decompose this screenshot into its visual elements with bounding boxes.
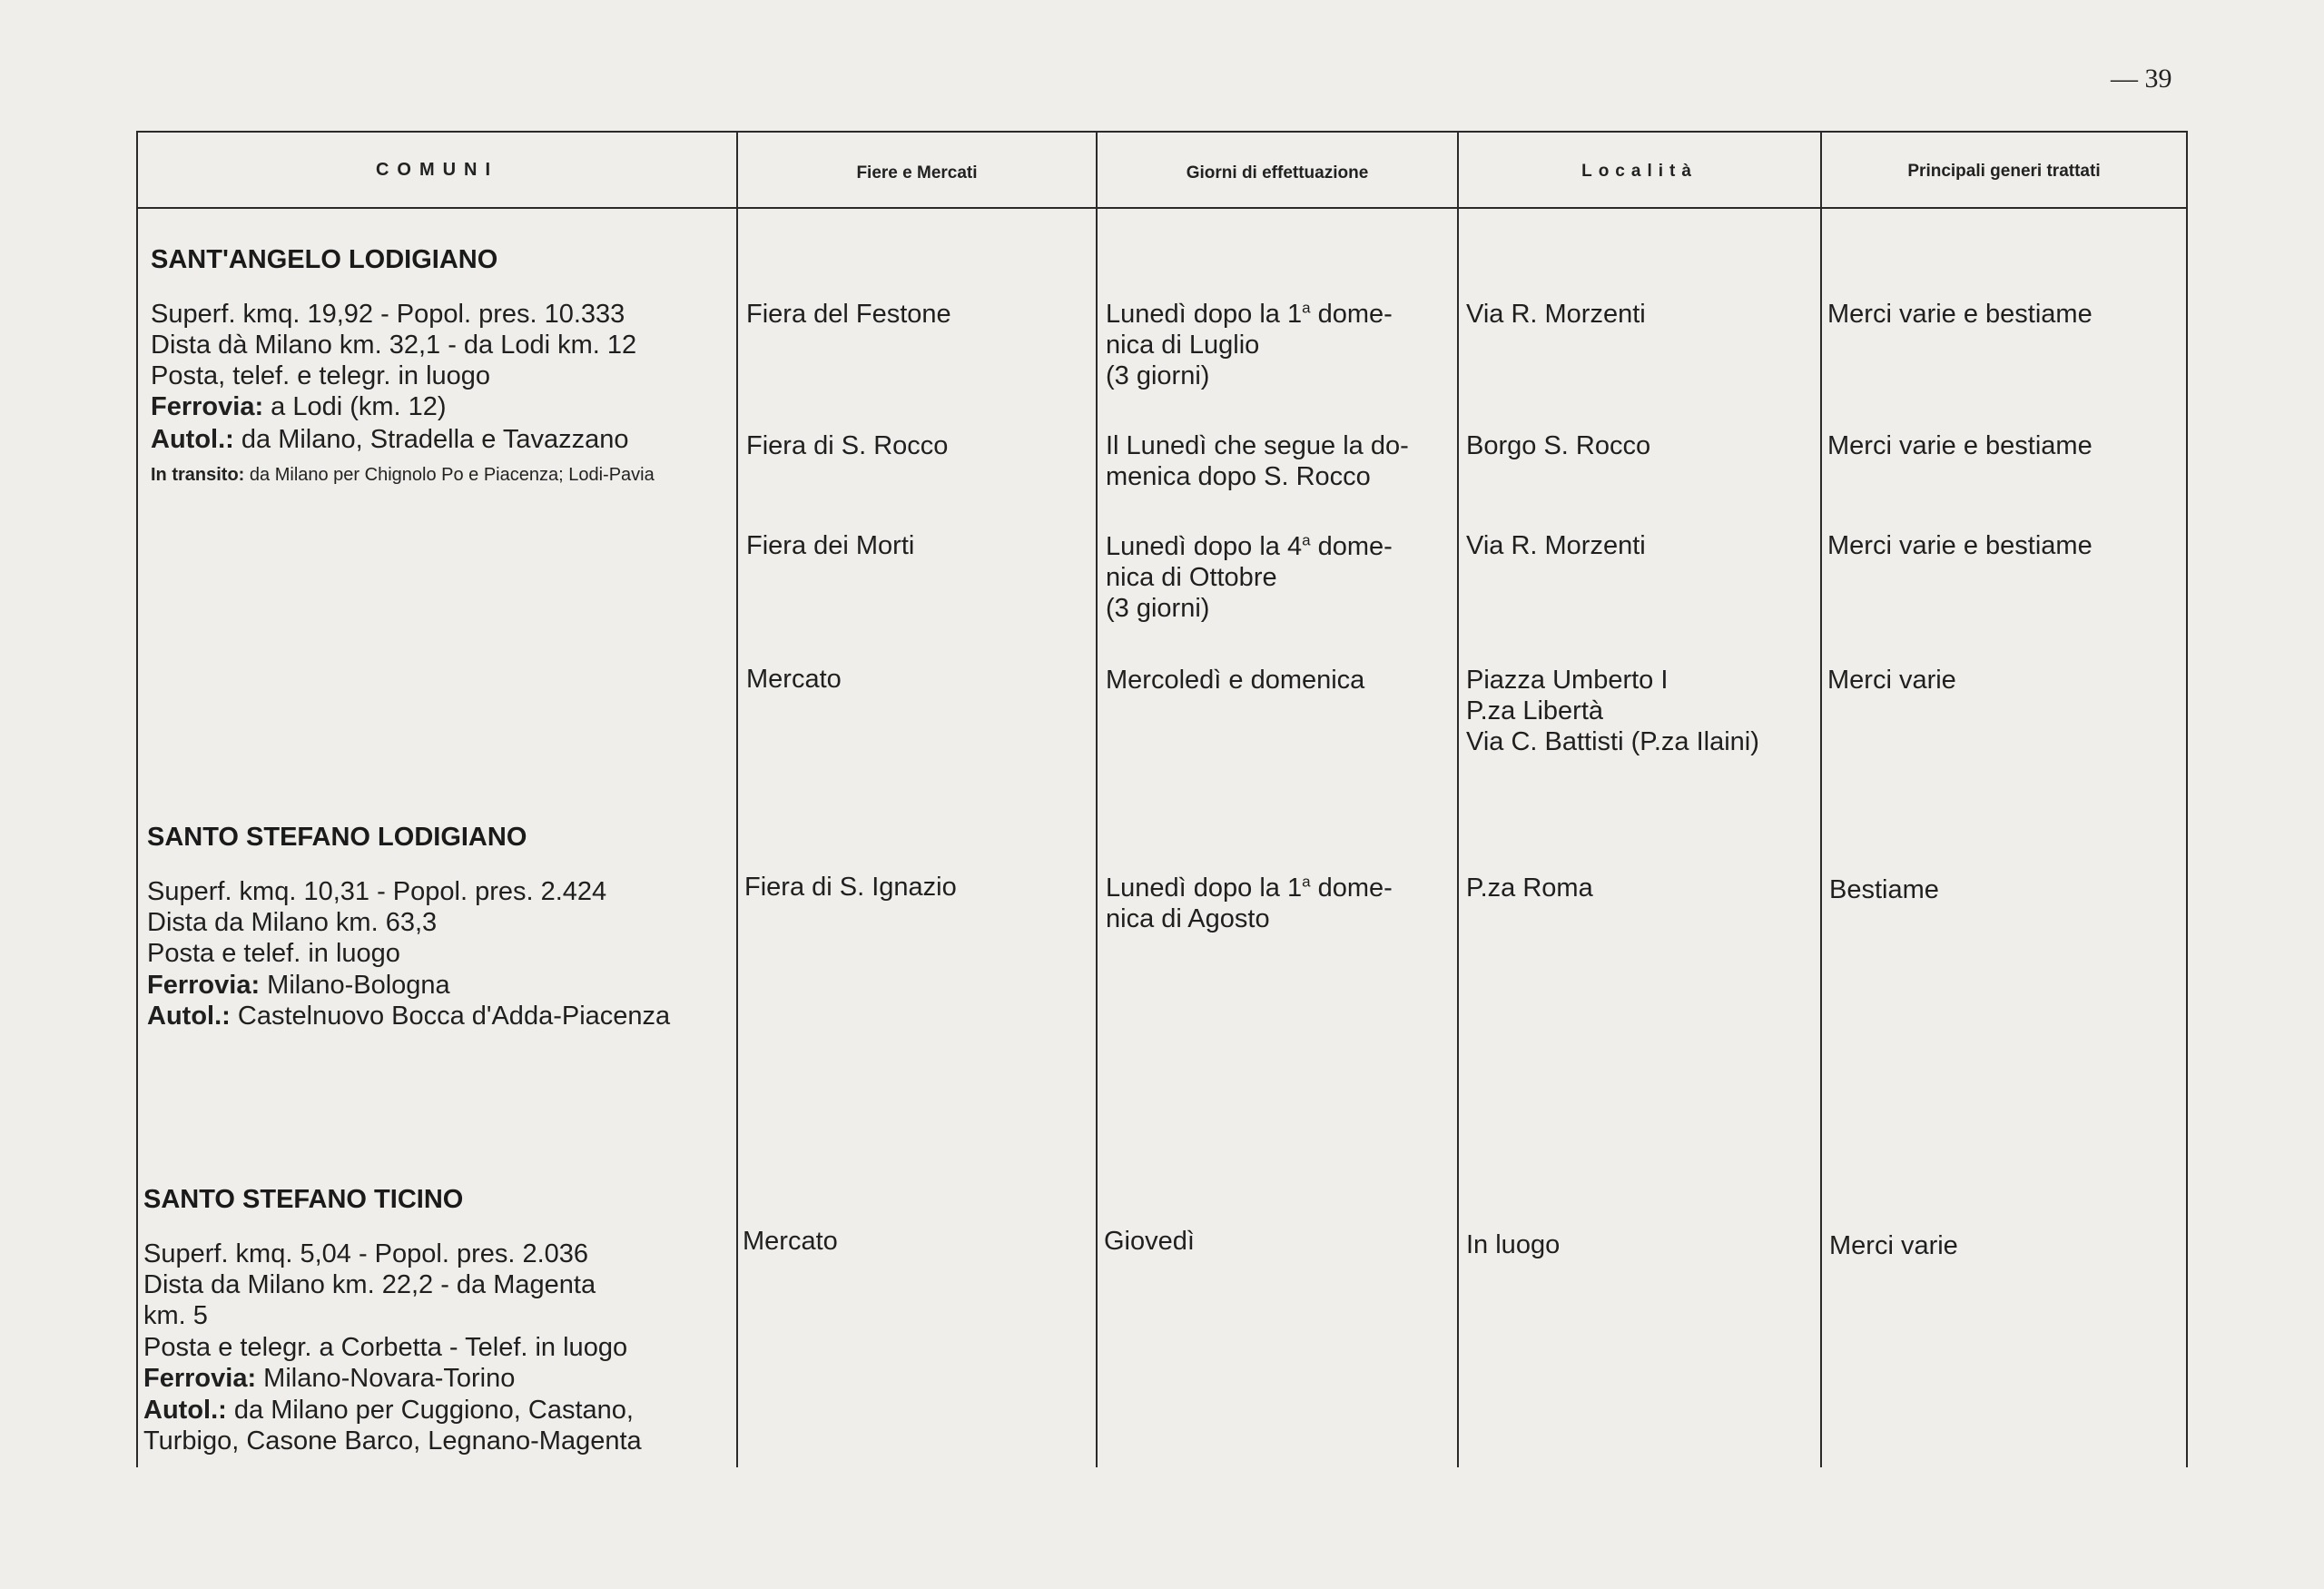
giorni-line: nica di Ottobre (1106, 563, 1277, 592)
genere-text: Merci varie (1827, 666, 1956, 695)
giorni-line: Il Lunedì che segue la do- (1106, 431, 1409, 460)
genere-text: Merci varie e bestiame (1827, 300, 2093, 329)
localita-line: Via R. Morzenti (1466, 531, 1646, 560)
comune-autol (143, 1395, 634, 1426)
ferrovia-label: Ferrovia: (143, 1364, 257, 1393)
header-localita: Località (1581, 162, 1698, 181)
comune-autol (147, 1001, 670, 1031)
fiera-name: Fiera di S. Rocco (746, 431, 949, 460)
column-rule-2 (1096, 133, 1098, 1467)
genere-text: Bestiame (1829, 875, 1939, 904)
ordinal-superscript: a (1302, 299, 1311, 317)
fiera-name: Fiera di S. Ignazio (744, 873, 957, 902)
comune-info-line: Superf. kmq. 5,04 - Popol. pres. 2.036 (143, 1239, 589, 1268)
autol-label: Autol.: (143, 1396, 227, 1425)
localita-line: Borgo S. Rocco (1466, 431, 1651, 460)
comune-info-line: Posta e telegr. a Corbetta - Telef. in luogo (143, 1333, 628, 1362)
giorni-line (1106, 531, 1393, 562)
comune-name: SANTO STEFANO LODIGIANO (147, 823, 527, 852)
comune-autol-continued: Turbigo, Casone Barco, Legnano-Magenta (143, 1426, 642, 1456)
giorni-text: dome- (1310, 873, 1393, 903)
autol-label: Autol.: (147, 1002, 231, 1031)
comune-info-line: Posta, telef. e telegr. in luogo (151, 361, 491, 390)
autol-value: da Milano per Cuggiono, Castano, (233, 1396, 634, 1425)
autol-label: Autol.: (151, 425, 234, 454)
comune-info-line: Superf. kmq. 19,92 - Popol. pres. 10.333 (151, 300, 625, 329)
giorni-line: (3 giorni) (1106, 361, 1210, 390)
comune-ferrovia (143, 1363, 515, 1394)
comune-info-line: Dista da Milano km. 22,2 - da Magenta (143, 1270, 596, 1299)
giorni-line: Mercoledì e domenica (1106, 666, 1365, 695)
genere-text: Merci varie e bestiame (1827, 431, 2093, 460)
giorni-line: nica di Agosto (1106, 904, 1270, 933)
comune-autol (151, 424, 629, 455)
table-left-rule (136, 133, 138, 1467)
column-rule-4 (1820, 133, 1822, 1467)
comune-name: SANT'ANGELO LODIGIANO (151, 245, 498, 274)
giorni-text: Lunedì dopo la 1 (1106, 300, 1303, 329)
transito-label: In transito: (151, 465, 245, 485)
localita-line: Via C. Battisti (P.za Ilaini) (1466, 727, 1759, 756)
table-right-rule (2186, 133, 2188, 1467)
ordinal-superscript: a (1302, 873, 1311, 891)
comune-transito (151, 463, 723, 488)
autol-value: da Milano, Stradella e Tavazzano (241, 425, 629, 454)
giorni-text: dome- (1310, 300, 1393, 329)
ferrovia-value: Milano-Bologna (267, 971, 450, 1000)
localita-line: P.za Libertà (1466, 696, 1604, 725)
fiera-name: Mercato (743, 1227, 838, 1256)
comune-name: SANTO STEFANO TICINO (143, 1185, 464, 1214)
column-rule-1 (736, 133, 738, 1467)
comune-info-line: Superf. kmq. 10,31 - Popol. pres. 2.424 (147, 877, 607, 906)
column-rule-3 (1457, 133, 1459, 1467)
header-fiere: Fiere e Mercati (856, 163, 978, 183)
localita-line: Via R. Morzenti (1466, 300, 1646, 329)
localita-line: P.za Roma (1466, 873, 1593, 903)
comune-ferrovia (151, 391, 447, 422)
localita-line: Piazza Umberto I (1466, 666, 1669, 695)
giorni-line (1106, 873, 1393, 903)
header-bottom-rule (138, 207, 2186, 209)
giorni-text: Lunedì dopo la 4 (1106, 532, 1303, 561)
page-number: — 39 (2111, 64, 2172, 94)
transito-value: da Milano per Chignolo Po e Piacenza; Lodi-Pavia (249, 465, 655, 485)
table-top-rule (136, 131, 2188, 133)
header-comuni: COMUNI (375, 160, 499, 180)
ferrovia-label: Ferrovia: (147, 971, 261, 1000)
header-generi: Principali generi trattati (1907, 162, 2101, 181)
genere-text: Merci varie e bestiame (1827, 531, 2093, 560)
fiera-name: Mercato (746, 665, 842, 694)
giorni-line: (3 giorni) (1106, 594, 1210, 623)
giorni-line: nica di Luglio (1106, 331, 1260, 360)
ferrovia-value: Milano-Novara-Torino (263, 1364, 516, 1393)
fiera-name: Fiera del Festone (746, 300, 951, 329)
ordinal-superscript: a (1302, 531, 1311, 549)
giorni-line: menica dopo S. Rocco (1106, 462, 1371, 491)
giorni-text: dome- (1310, 532, 1393, 561)
genere-text: Merci varie (1829, 1231, 1958, 1260)
comune-ferrovia (147, 970, 450, 1001)
giorni-text: Lunedì dopo la 1 (1106, 873, 1303, 903)
localita-line: In luogo (1466, 1230, 1561, 1259)
autol-value: Castelnuovo Bocca d'Adda-Piacenza (237, 1002, 671, 1031)
fiera-name: Fiera dei Morti (746, 531, 915, 560)
comune-info-line: km. 5 (143, 1301, 208, 1330)
giorni-line: Giovedì (1104, 1227, 1195, 1256)
comune-info-line: Dista dà Milano km. 32,1 - da Lodi km. 12 (151, 331, 637, 360)
comune-info-line: Dista da Milano km. 63,3 (147, 908, 438, 937)
comune-info-line: Posta e telef. in luogo (147, 939, 400, 968)
giorni-line (1106, 299, 1393, 330)
ferrovia-label: Ferrovia: (151, 392, 264, 421)
header-giorni: Giorni di effettuazione (1186, 163, 1369, 183)
ferrovia-value: a Lodi (km. 12) (271, 392, 447, 421)
